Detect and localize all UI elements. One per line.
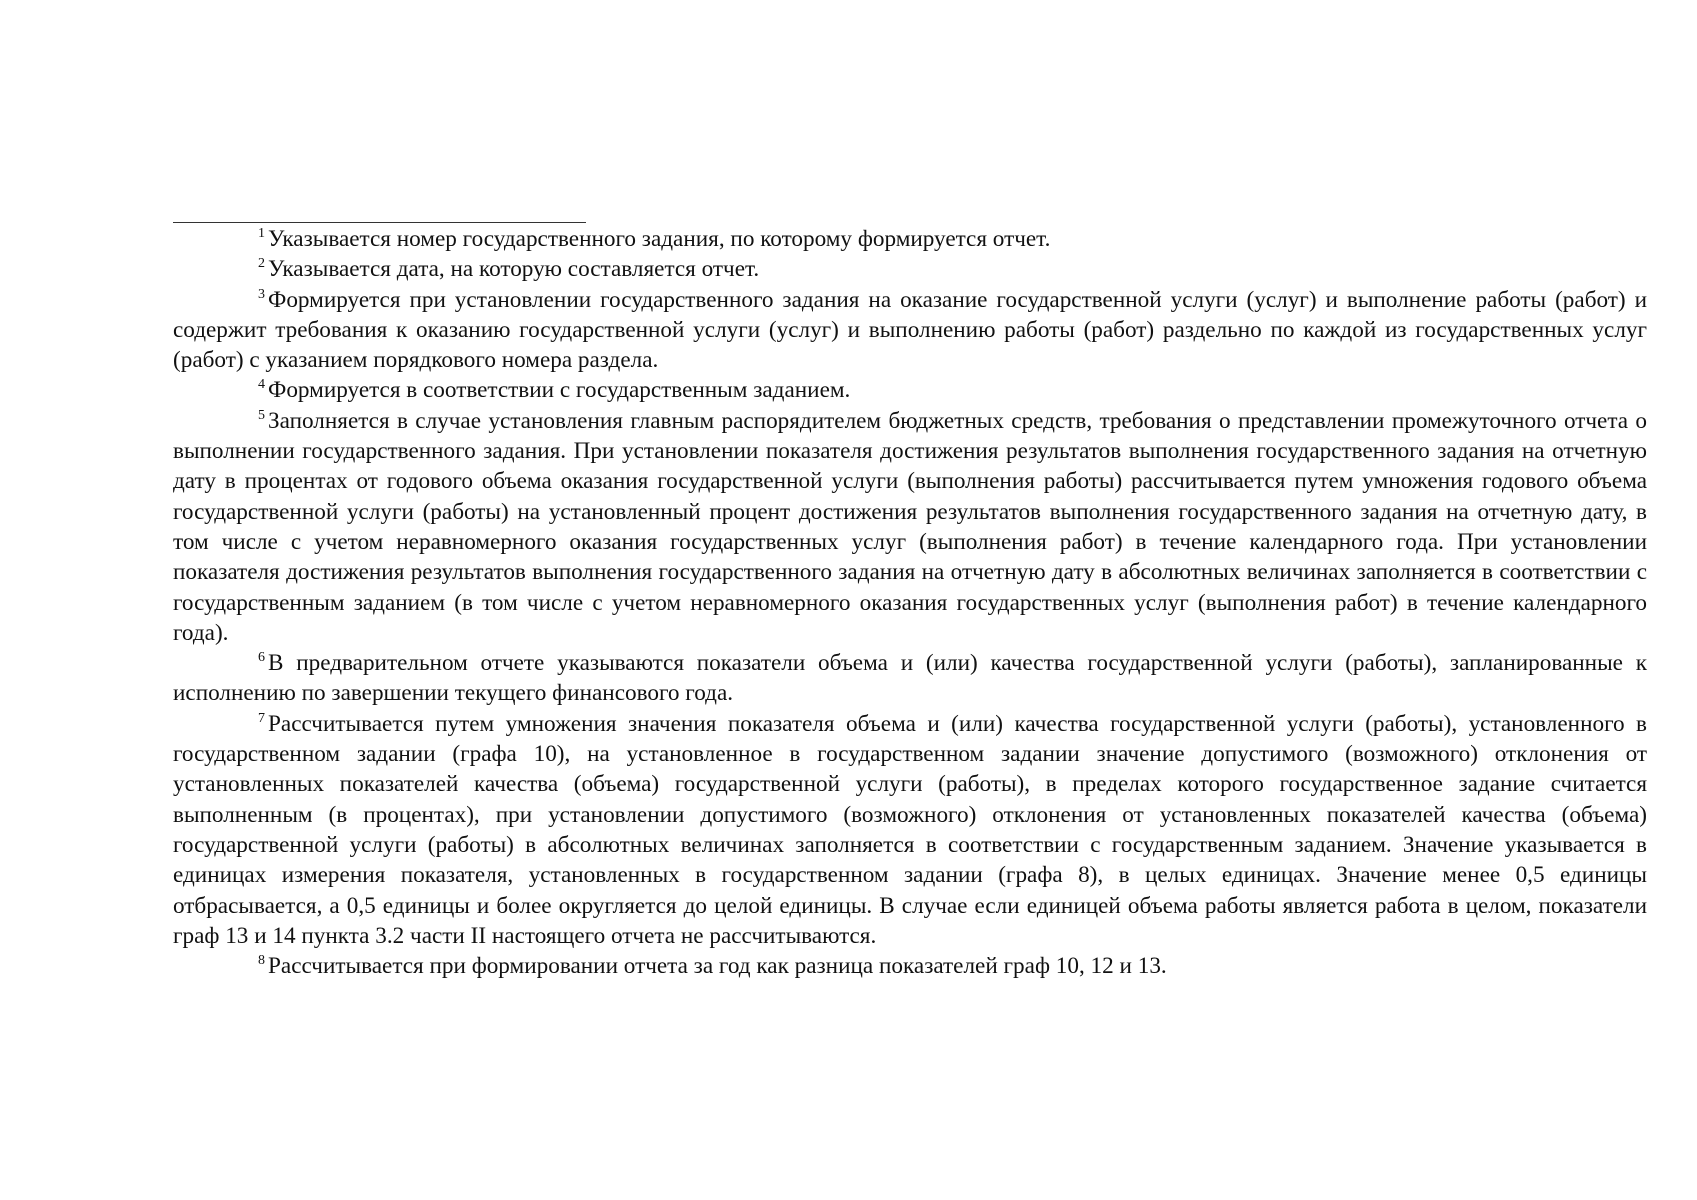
footnotes-section: [173, 222, 1647, 981]
footnote-8: [173, 951, 1647, 981]
footnote-separator: [173, 222, 586, 223]
footnote-mark: 4: [258, 377, 265, 393]
footnote-6: [173, 648, 1647, 709]
footnote-text: Рассчитывается путем умножения значения показателя объема и (или) качества государственной услуги (работы), установленного в государственном задании (графа 10), на установленное в государственном задании значение допустимого (возможного) отклонения от установленных показателей качества (объема) государственной услуги (работы), в пределах которого государственное задание считается выполненным (в процентах), при установлении допустимого (возможного) отклонения от установленных показателей качества (объема) государственной услуги (работы) в абсолютных величинах заполняется в соответствии с государственным заданием. Значение указывается в единицах измерения показателя, установленных в государственном задании (графа 8), в целых единицах. Значение менее 0,5 единицы отбрасывается, а 0,5 единицы и более округляется до целой единицы. В случае если единицей объема работы является работа в целом, показатели граф 13 и 14 пункта 3.2 части II настоящего отчета не рассчитываются.: [173, 710, 1647, 949]
footnote-mark: 8: [258, 953, 265, 969]
footnote-mark: 7: [258, 710, 265, 726]
footnote-text: Формируется при установлении государственного задания на оказание государственной услуги (услуг) и выполнение работы (работ) и содержит требования к оказанию государственной услуги (услуг) и выполнению работы (работ) раздельно по каждой из государственных услуг (работ) с указанием порядкового номера раздела.: [173, 286, 1647, 374]
footnote-mark: 1: [258, 226, 265, 241]
footnote-1: [173, 224, 1647, 254]
footnote-text: Указывается номер государственного задания, по которому формируется отчет.: [268, 226, 1051, 252]
footnote-2: [173, 254, 1647, 284]
footnote-text: Заполняется в случае установления главным распорядителем бюджетных средств, требования о представлении промежуточного отчета о выполнении государственного задания. При установлении показателя достижения результатов выполнения государственного задания на отчетную дату в процентах от годового объема оказания государственной услуги (выполнения работы) рассчитывается путем умножения годового объема государственной услуги (работы) на установленный процент достижения результатов выполнения государственного задания на отчетную дату, в том числе с учетом неравномерного оказания государственных услуг (выполнения работ) в течение календарного года. При установлении показателя достижения результатов выполнения государственного задания на отчетную дату в абсолютных величинах заполняется в соответствии с государственным заданием (в том числе с учетом неравномерного оказания государственных услуг (выполнения работ) в течение календарного года).: [173, 407, 1647, 646]
footnote-mark: 6: [258, 650, 265, 666]
footnote-5: [173, 406, 1647, 648]
footnote-text: Рассчитывается при формировании отчета за год как разница показателей граф 10, 12 и 13.: [268, 953, 1167, 980]
footnote-text: В предварительном отчете указываются показатели объема и (или) качества государственной услуги (работы), запланированные к исполнению по завершении текущего финансового года.: [173, 650, 1647, 707]
footnote-4: [173, 375, 1647, 405]
footnote-text: Формируется в соответствии с государственным заданием.: [268, 377, 851, 404]
footnote-text: Указывается дата, на которую составляется отчет.: [268, 256, 760, 283]
footnote-mark: 2: [258, 256, 265, 272]
footnote-mark: 3: [258, 286, 265, 302]
footnote-mark: 5: [258, 407, 265, 423]
footnote-7: [173, 709, 1647, 951]
footnote-3: [173, 285, 1647, 376]
